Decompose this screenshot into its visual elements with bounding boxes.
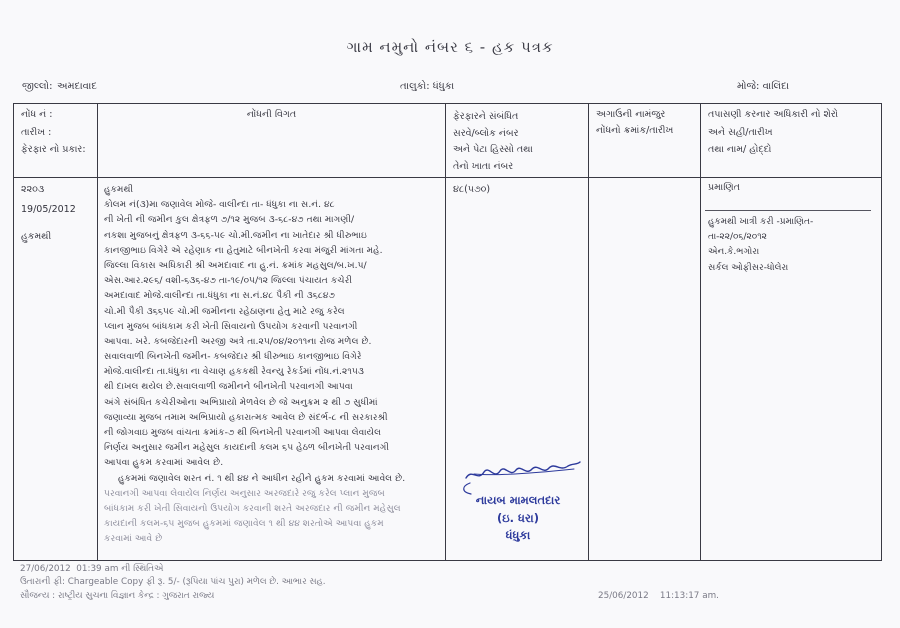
detail-line: અંગે સંબંધિત કચેરીઓના અભિપ્રાયો મેળવેલ છે જે અનુક્રમ ૨ થી ૭ સુધીમાં [104, 396, 378, 408]
signature [456, 456, 584, 496]
header-details [98, 104, 446, 177]
detail-line: ની ખેતી ની જમીન કુલ ક્ષેત્રફળ ૭/૧૨ મુજબ ૩-૬૮-૪૭ તથા માગણી/ [104, 214, 355, 226]
footer-printed-at: 25/06/2012 11:13:17 am. [598, 591, 719, 601]
detail-line: નિર્ણય અનુસાર જમીન મહેસુલ કાયદાની કલમ ૬૫ હેઠળ બીનખેતી પરવાનગી [104, 442, 390, 454]
detail-line: નકશા મુજબનું ક્ષેત્રફળ ૩-૬૬-૫૯ ચો.મી.જમીન ના ખાતેદાર શ્રી ધીરુભાઇ [104, 229, 367, 241]
header-entry-number: નોંધ નં : [21, 109, 53, 120]
header-survey [446, 104, 589, 177]
detail-line: કોલમ નં(૩)મા જણાવેલ મોજે- વાલીન્દા તા- ધંધુકા ના સ.નં. ૪૮ [104, 199, 335, 211]
detail-line: કાનજીભાઇ વિગેરે એ રહેણાક ના હેતુમાટે બીનખેતી કરવા મંજુરી માંગતા મહે. [104, 244, 383, 256]
entry-change-type: હુકમથી [21, 231, 52, 242]
survey-number: ૪૮(૫૭૦) [453, 184, 491, 195]
officer-remark-line: એન.કે.ભગોરા [708, 247, 760, 258]
detail-line: કાયદાની કલમ-૬૫ મુજબ હુકમમાં જણાવેલ ૧ થી ૪૪ શરતોએ આપવા હુકમ [104, 518, 384, 530]
details-cell [98, 178, 446, 560]
entry-date: 19/05/2012 [21, 204, 76, 215]
header-entry [14, 104, 98, 177]
detail-line: જિલ્લા વિકાસ અધિકારી શ્રી અમદાવાદ ના હુ.નં. ક્રમાંક મહસુલ/બ.ખ.પ/ [104, 259, 367, 271]
village: મોજે: વાલિંદા [737, 81, 790, 92]
officer-divider [705, 210, 871, 211]
header-survey-line: અને પેટા હિસ્સો તથા [453, 144, 533, 156]
entry-cell [14, 178, 98, 560]
footer-courtesy: સૌજન્ય : રાષ્ટ્રીય સુચના વિજ્ઞાન કેન્દ્ર : ગુજરાત રાજ્ય [20, 591, 215, 601]
district-label: જીલ્લો: [22, 81, 53, 92]
detail-line: સવાલવાળી બિનખેતી જમીન- કબજેદાર શ્રી ધીરુભાઇ કાનજીભાઇ વિગેરે [104, 351, 362, 363]
stamp-designation: નાયબ મામલતદાર [475, 493, 561, 507]
table-row [14, 178, 881, 560]
record-table [13, 103, 882, 561]
official-stamp [452, 492, 584, 545]
detail-line: આપવા. ખરે. કબજેદારની અરજી અત્રે તા.૨૫/૦૪/૨૦૧૧ના રોજ મળેલ છે. [104, 335, 372, 347]
header-previous [589, 104, 701, 177]
header-previous-line: નોંધનો ક્રમાંક/તારીખ [596, 125, 674, 136]
header-survey-line: ફેરફારને સંબંધિત [453, 111, 519, 122]
officer-remarks [708, 215, 813, 276]
document-title: ગામ નમુનો નંબર ૬ - હક પત્રક [346, 38, 554, 56]
officer-remark-line: હુકમથી ખાત્રી કરી -પ્રમાણિત- [708, 217, 814, 227]
detail-line: મોજે.વાલીન્દા તા.ધંધુકા ના વેચાણ હકકથી રેવન્યુ રેકર્ડમાં નોંધ.નં.૨૧૫૩ [104, 366, 365, 378]
stamp-section: (ઇ. ધરા) [497, 510, 539, 525]
previous-rejected-cell [589, 178, 701, 560]
header-officer [701, 104, 881, 177]
detail-line: અમદાવાદ મોજે.વાલીન્દા તા.ધંધુકા ના સ.નં.૪૮ પૈકી ની ૩૬૮૪૭ [104, 290, 335, 302]
header-entry-change-type: ફેરફાર નો પ્રકાર: [21, 144, 86, 155]
header-officer-line: તપાસણી કરનાર અધિકારી નો શેરો [708, 109, 839, 120]
header-officer-line: તથા નામ/ હોદ્દો [708, 144, 772, 155]
detail-line: પ્લાન મુજબ બાંધકામ કરી ખેતી સિવાયનો ઉપયોગ કરવાની પરવાનગી [104, 320, 358, 332]
officer-remark-line: તા-૨૨/૦૬/૨૦૧૨ [708, 232, 767, 243]
header-details-label: નોંધની વિગત [246, 109, 297, 120]
footer-status-time: 27/06/2012 01:39 am ની સ્થિતિએ [20, 564, 164, 574]
officer-remark-line: સર્કલ ઓફીસર-ધોલેરા [708, 262, 789, 273]
detail-line: જણાવ્યા મુજબ તમામ અભિપ્રાયો હકારાત્મક આવેલ છે સંદર્ભ-૮ ની સરકારશ્રી [104, 411, 388, 423]
detail-line: કરવામાં આવે છે [104, 533, 163, 545]
officer-status: પ્રમાણિત [708, 182, 740, 193]
detail-line: હુકમથી [104, 184, 134, 195]
detail-line: હુકમમાં જણાવેલ શરત નં. ૧ થી ૪૪ ને આધીન રહીને હુકમ કરવામાં આવેલ છે. [118, 472, 406, 484]
detail-line: થી દાખલ થયેલ છે.સવાલવાળી જમીનને બીનખેતી પરવાનગી આપવા [104, 381, 353, 393]
footer-fee-note: ઉતારાની ફી: Chargeable Copy ફી રૂ. 5/- (રૂપિયા પાંચ પુરા) મળેલ છે. આભાર સહ. [20, 577, 326, 587]
detail-line: બાંધકામ કરી ખેતી સિવાયનો ઉપયોગ કરવાની શરતે અરજદાર ની જમીન મહેસુલ [104, 502, 401, 514]
detail-line: ની જોગવાઇ મુજબ વાંચતા ક્રમાંક-૭ થી બિનખેતી પરવાનગી આપવા લેવાયેલ [104, 427, 382, 438]
header-survey-line: તેનો ખાતા નંબર [453, 161, 514, 173]
detail-line: એસ.આર.૨૯૬/ વશી-૬૩૬-૪૭ તા-૧૯/૦૫/૧૨ જિલ્લા પંચાયત કચેરી [104, 275, 353, 287]
district-value: અમદાવાદ [57, 81, 97, 92]
header-entry-date: તારીખ : [21, 126, 52, 138]
header-survey-line: સરવે/બ્લોક નંબર [453, 127, 519, 139]
detail-line: પરવાનગી આપવા લેવાયેલ નિર્ણય અનુસાર અરજદારે રજુ કરેલ પ્લાન મુજબ [104, 487, 385, 499]
entry-number: ૨૨૦૩ [21, 184, 45, 195]
detail-line: આપવા હુકમ કરવામાં આવેલ છે. [104, 457, 224, 469]
officer-cell [701, 178, 881, 560]
detail-line: ચો.મી પૈકી ૩૬૬૫૯ ચો.મી જમીનના રહેઠાણના હેતુ માટે રજુ કરેલ [104, 305, 345, 317]
taluka: તાલુકો: ધંધુકા [400, 81, 455, 92]
header-officer-line: અને સહી/તારીખ [708, 126, 773, 138]
table-header-row [14, 104, 881, 178]
header-previous-line: અગાઉની નામંજુર [596, 109, 666, 120]
stamp-office: ધંધુકા [505, 528, 531, 542]
